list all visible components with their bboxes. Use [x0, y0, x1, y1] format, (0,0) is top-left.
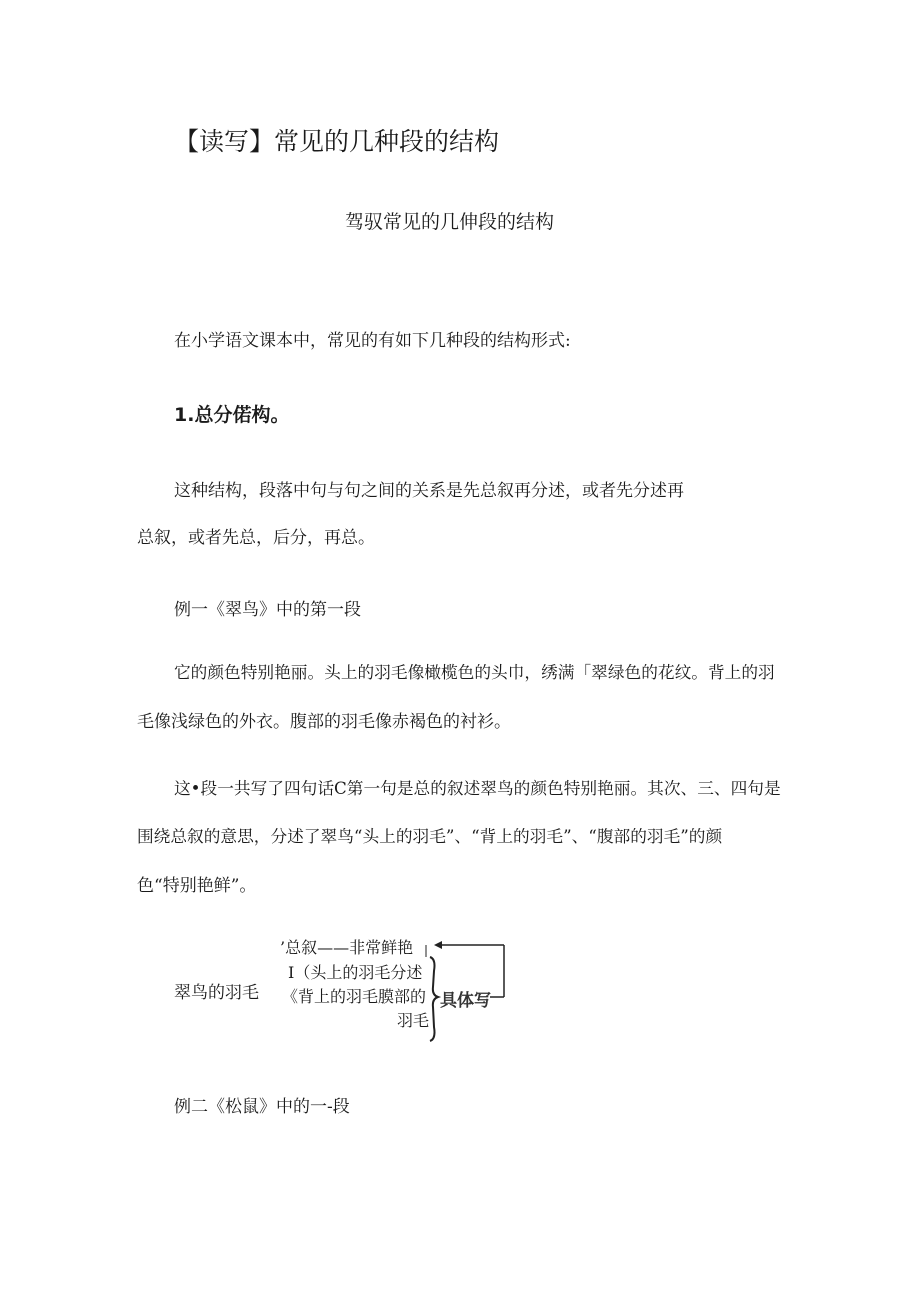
intro-paragraph: 在小学语文课本中，常见的有如下几种段的结构形式: [174, 331, 571, 351]
section-heading: 1.总分偌构。 [174, 404, 290, 426]
page-subtitle: 驾驭常见的几伸段的结构 [345, 211, 555, 233]
example-1-text-line-2: 毛像浅绿色的外衣。腹部的羽毛像赤褐色的衬衫。 [137, 712, 511, 732]
diagram-root-label: 翠鸟的羽毛 [174, 983, 259, 1003]
diagram-line-1: ’总叙——非常鲜艳 [280, 938, 414, 957]
example-2-label: 例二《松鼠》中的一-段 [174, 1097, 350, 1117]
diagram-line-2: I（头上的羽毛分述 [288, 963, 423, 982]
example-1-label: 例一《翠鸟》中的第一段 [174, 600, 361, 620]
analysis-line-2: 围绕总叙的意思，分述了翠鸟“头上的羽毛”、“背上的羽毛”、“腹部的羽毛”的颜 [137, 826, 723, 846]
example-1-text-line-1: 它的颜色特别艳丽。头上的羽毛像橄榄色的头巾，绣满「翠绿色的花纹。背上的羽 [174, 662, 775, 682]
diagram-bracket-label: 具体写 [440, 991, 491, 1011]
analysis-line-3: 色“特别艳鲜”。 [137, 876, 257, 896]
description-line-1: 这种结构，段落中句与句之间的关系是先总叙再分述，或者先分述再 [174, 481, 684, 501]
description-line-2: 总叙，或者先总，后分，再总。 [137, 528, 375, 548]
diagram-line-4: 羽毛 [397, 1011, 430, 1030]
diagram-line-3: 《背上的羽毛膜部的 [282, 987, 427, 1006]
page-title: 【读写】常见的几种段的结构 [174, 127, 500, 156]
analysis-line-1: 这•段一共写了四句话C第一句是总的叙述翠鸟的颜色特别艳丽。其次、三、四句是 [174, 778, 781, 798]
